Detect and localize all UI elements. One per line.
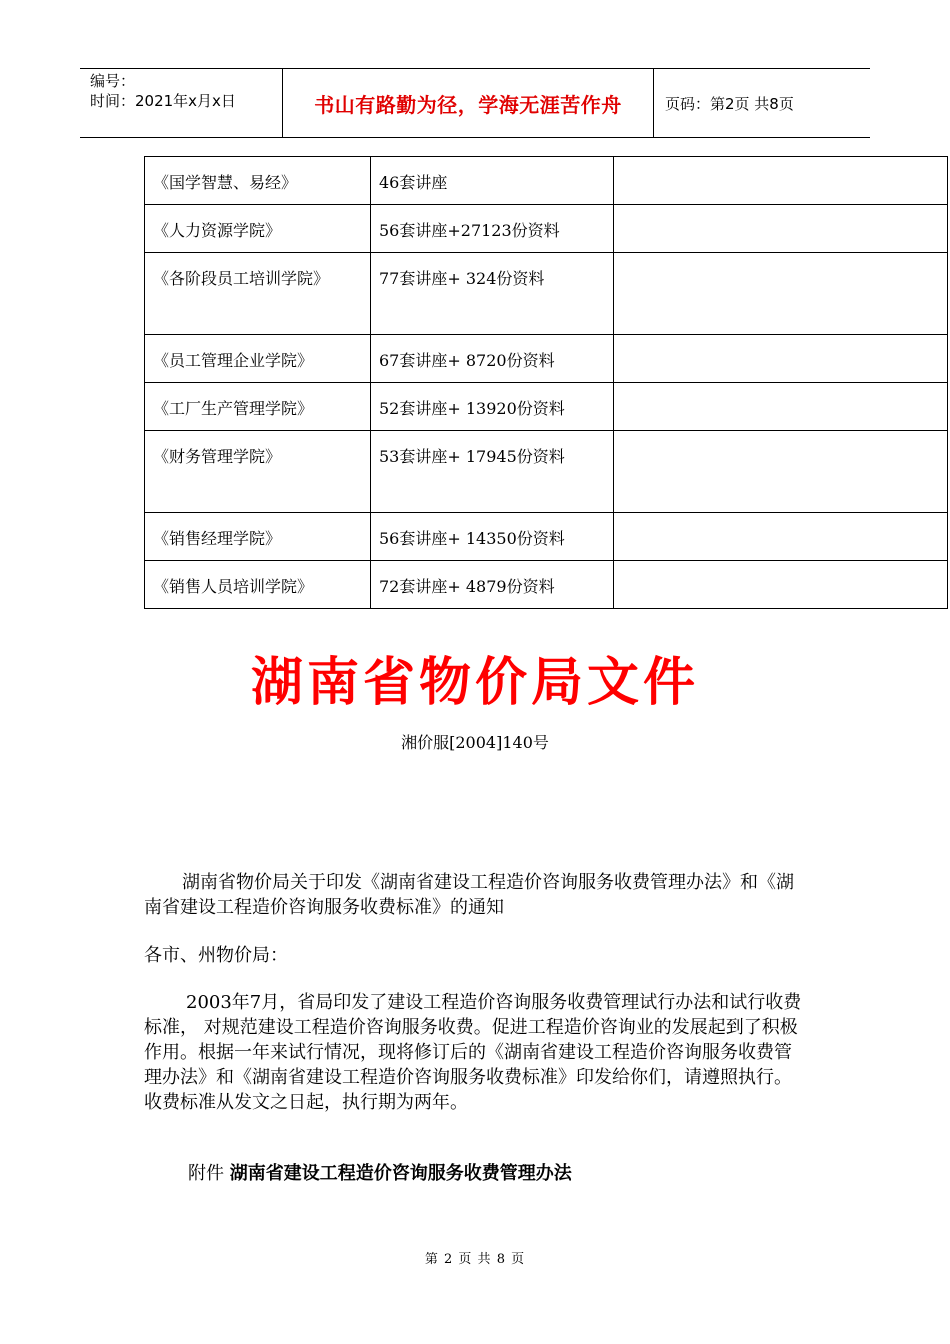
table-cell-content: 56套讲座+27123份资料 (371, 205, 614, 253)
table-cell-note (614, 561, 948, 609)
table-row (145, 561, 948, 609)
course-table (144, 156, 948, 609)
table-row (145, 335, 948, 383)
attachment-title: 湖南省建设工程造价咨询服务收费管理办法 (229, 1163, 572, 1184)
table-cell-content: 67套讲座+ 8720份资料 (371, 335, 614, 383)
table-cell-content: 46套讲座 (371, 157, 614, 205)
table-cell-note (614, 335, 948, 383)
table-cell-note (614, 205, 948, 253)
table-cell-name: 《国学智慧、易经》 (145, 157, 371, 205)
table-cell-name: 《员工管理企业学院》 (145, 335, 371, 383)
table-row (145, 513, 948, 561)
body-paragraph: 2003年7月，省局印发了建设工程造价咨询服务收费管理试行办法和试行收费标准， 对规范建设工程造价咨询服务收费。促进工程造价咨询业的发展起到了积极作用。根据一年来试行情况，现将修订后的《湖南省建设工程造价咨询服务收费管理办法》和《湖南省建设工程造价咨询服务收费标准》印发给你们，请遵照执行。收费标准从发文之日起，执行期为两年。 (144, 992, 802, 1113)
table-cell-note (614, 513, 948, 561)
table-cell-content: 56套讲座+ 14350份资料 (371, 513, 614, 561)
document-number: 湘价服[2004]140号 (401, 733, 549, 752)
table-cell-content: 53套讲座+ 17945份资料 (371, 431, 614, 513)
table-cell-note (614, 157, 948, 205)
header-meta (80, 69, 283, 137)
header-page-info: 页码：第2页 共8页 (665, 94, 794, 113)
attachment-label: 附件 (188, 1163, 224, 1184)
page-footer: 第 2 页 共 8 页 (424, 1252, 526, 1267)
table-cell-note (614, 383, 948, 431)
table-cell-note (614, 431, 948, 513)
page-header (80, 68, 870, 138)
table-cell-content: 77套讲座+ 324份资料 (371, 253, 614, 335)
table-cell-content: 52套讲座+ 13920份资料 (371, 383, 614, 431)
table-row (145, 383, 948, 431)
addressee: 各市、州物价局： (144, 945, 288, 966)
table-cell-content: 72套讲座+ 4879份资料 (371, 561, 614, 609)
table-cell-name: 《工厂生产管理学院》 (145, 383, 371, 431)
table-cell-name: 《各阶段员工培训学院》 (145, 253, 371, 335)
table-cell-name: 《销售经理学院》 (145, 513, 371, 561)
time-label: 时间：2021年x月x日 (90, 92, 236, 110)
table-row (145, 253, 948, 335)
table-cell-name: 《财务管理学院》 (145, 431, 371, 513)
table-cell-name: 《人力资源学院》 (145, 205, 371, 253)
header-motto: 书山有路勤为径，学海无涯苦作舟 (283, 69, 654, 137)
number-label: 编号： (90, 72, 136, 90)
table-row (145, 205, 948, 253)
table-cell-note (614, 253, 948, 335)
table-row (145, 431, 948, 513)
table-cell-name: 《销售人员培训学院》 (145, 561, 371, 609)
document-title: 湖南省物价局文件 (250, 653, 699, 713)
notice-title: 湖南省物价局关于印发《湖南省建设工程造价咨询服务收费管理办法》和《湖南省建设工程造价咨询服务收费标准》的通知 (144, 872, 794, 918)
attachment-line (188, 1161, 848, 1186)
table-row (145, 157, 948, 205)
